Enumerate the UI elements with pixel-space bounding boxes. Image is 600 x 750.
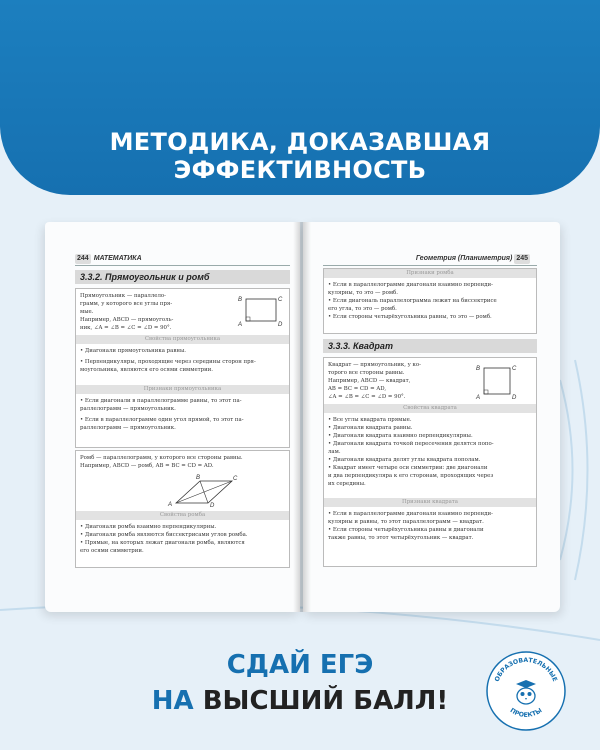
- square-signs-title: Признаки квадрата: [324, 498, 536, 507]
- label-c: C: [512, 366, 517, 372]
- logo-text-top: ОБРАЗОВАТЕЛЬНЫЕ: [493, 656, 559, 683]
- book-spine: [293, 222, 311, 612]
- square-properties: • Все углы квадрата прямые. • Диагонали квадрата равны. • Диагонали квадрата взаимно перпендикулярны. • Диагонали квадрата точкой пересечения делятся попо- лам. • Диагонали квадрата делят углы квадрата пополам. • Квадрат имеет четыре оси симметрии: две диагонали и два перпендикуляра к его сторонам, проходящих через их середины.: [328, 417, 494, 487]
- left-page: [45, 222, 300, 612]
- rect-signs: • Если диагонали в параллелограмме равны, то этот па- раллелограмм — прямоугольник. • Если в параллелограмме один угол прямой, то этот па- раллелограмм — прямоугольник.: [80, 398, 244, 431]
- rhombus-properties: • Диагонали ромба взаимно перпендикулярны. • Диагонали ромба являются биссектрисами углов ромба. • Прямые, на которых лежат диагонали ромба, являются его осями симметрии.: [80, 524, 248, 554]
- square-definition: Квадрат — прямоугольник, у ко- торого все стороны равны. Например, ABCD — квадрат, AB = BC = CD = AD, ∠A = ∠B = ∠C = ∠D = 90°.: [328, 362, 421, 400]
- rhombus-signs-box: [323, 268, 537, 334]
- rhombus-signs: • Если в параллелограмме диагонали взаимно перпенди- кулярны, то это — ромб. • Если диагональ параллелограмма лежит на биссектрисе его угла, то это — ромб. • Если стороны четырёхугольника равны, то это — ромб.: [328, 282, 497, 320]
- label-a: A: [168, 502, 173, 508]
- slogan-prefix: НА: [151, 686, 194, 716]
- rhombus-definition: Ромб — параллелограмм, у которого все стороны равны. Например, ABCD — ромб, AB = BC = CD = AD.: [80, 455, 243, 469]
- square-box: [323, 357, 537, 567]
- slogan-highlight: ВЫСШИЙ БАЛЛ!: [202, 686, 449, 716]
- label-a: A: [238, 322, 243, 328]
- left-running-title: МАТЕМАТИКА: [93, 255, 142, 262]
- page-number-right: 245: [516, 255, 528, 262]
- page-number-left: 244: [77, 255, 89, 262]
- left-running-head: [75, 254, 142, 264]
- publisher-logo: [485, 650, 567, 732]
- rect-signs-title: Признаки прямоугольника: [76, 385, 289, 394]
- right-page: [303, 222, 560, 612]
- rect-properties: • Диагонали прямоугольника равны. • Перпендикуляры, проходящие через середины сторон пря- моугольника, являются его осями симметрии.: [80, 348, 256, 373]
- square-signs: • Если в параллелограмме диагонали взаимно перпенди- кулярны и равны, то этот параллелограмм — квадрат. • Если стороны четырёхугольника равны и диагонали также равны, то этот четырёхугольник — квадрат.: [328, 511, 493, 541]
- square-figure: [472, 362, 524, 402]
- section-title-rect-rhombus: 3.3.2. Прямоугольник и ромб: [75, 270, 290, 284]
- rect-definition: Прямоугольник — параллело- грамм, у которого все углы пря- мые. Например, ABCD — прямоуголь- ник, ∠A = ∠B = ∠C = ∠D = 90°.: [80, 293, 174, 331]
- label-a: A: [476, 395, 481, 401]
- right-running-title: Геометрия (Планиметрия): [415, 255, 513, 262]
- divider: [323, 265, 537, 266]
- divider: [75, 265, 290, 266]
- section-title-square: 3.3.3. Квадрат: [323, 339, 537, 353]
- slogan-line-1: СДАЙ ЕГЭ: [226, 650, 374, 680]
- rhombus-signs-title: Признаки ромба: [324, 269, 536, 278]
- label-d: D: [210, 503, 215, 509]
- label-b: B: [196, 475, 201, 481]
- label-b: B: [238, 297, 243, 303]
- open-book: [45, 222, 560, 617]
- label-b: B: [476, 366, 481, 372]
- rhombus-box: [75, 450, 290, 568]
- label-c: C: [233, 476, 238, 482]
- logo-text-bottom: ПРОЕКТЫ: [508, 707, 544, 719]
- rectangle-figure: [236, 293, 286, 329]
- rectangle-box: [75, 288, 290, 448]
- label-d: D: [512, 395, 517, 401]
- rhombus-figure: [166, 473, 246, 509]
- rect-props-title: Свойства прямоугольника: [76, 335, 289, 344]
- headline: МЕТОДИКА, ДОКАЗАВШАЯ ЭФФЕКТИВНОСТЬ: [109, 128, 491, 184]
- label-c: C: [278, 297, 283, 303]
- right-running-head: [393, 254, 533, 264]
- square-props-title: Свойства квадрата: [324, 404, 536, 413]
- label-d: D: [278, 322, 283, 328]
- rhombus-props-title: Свойства ромба: [76, 511, 289, 520]
